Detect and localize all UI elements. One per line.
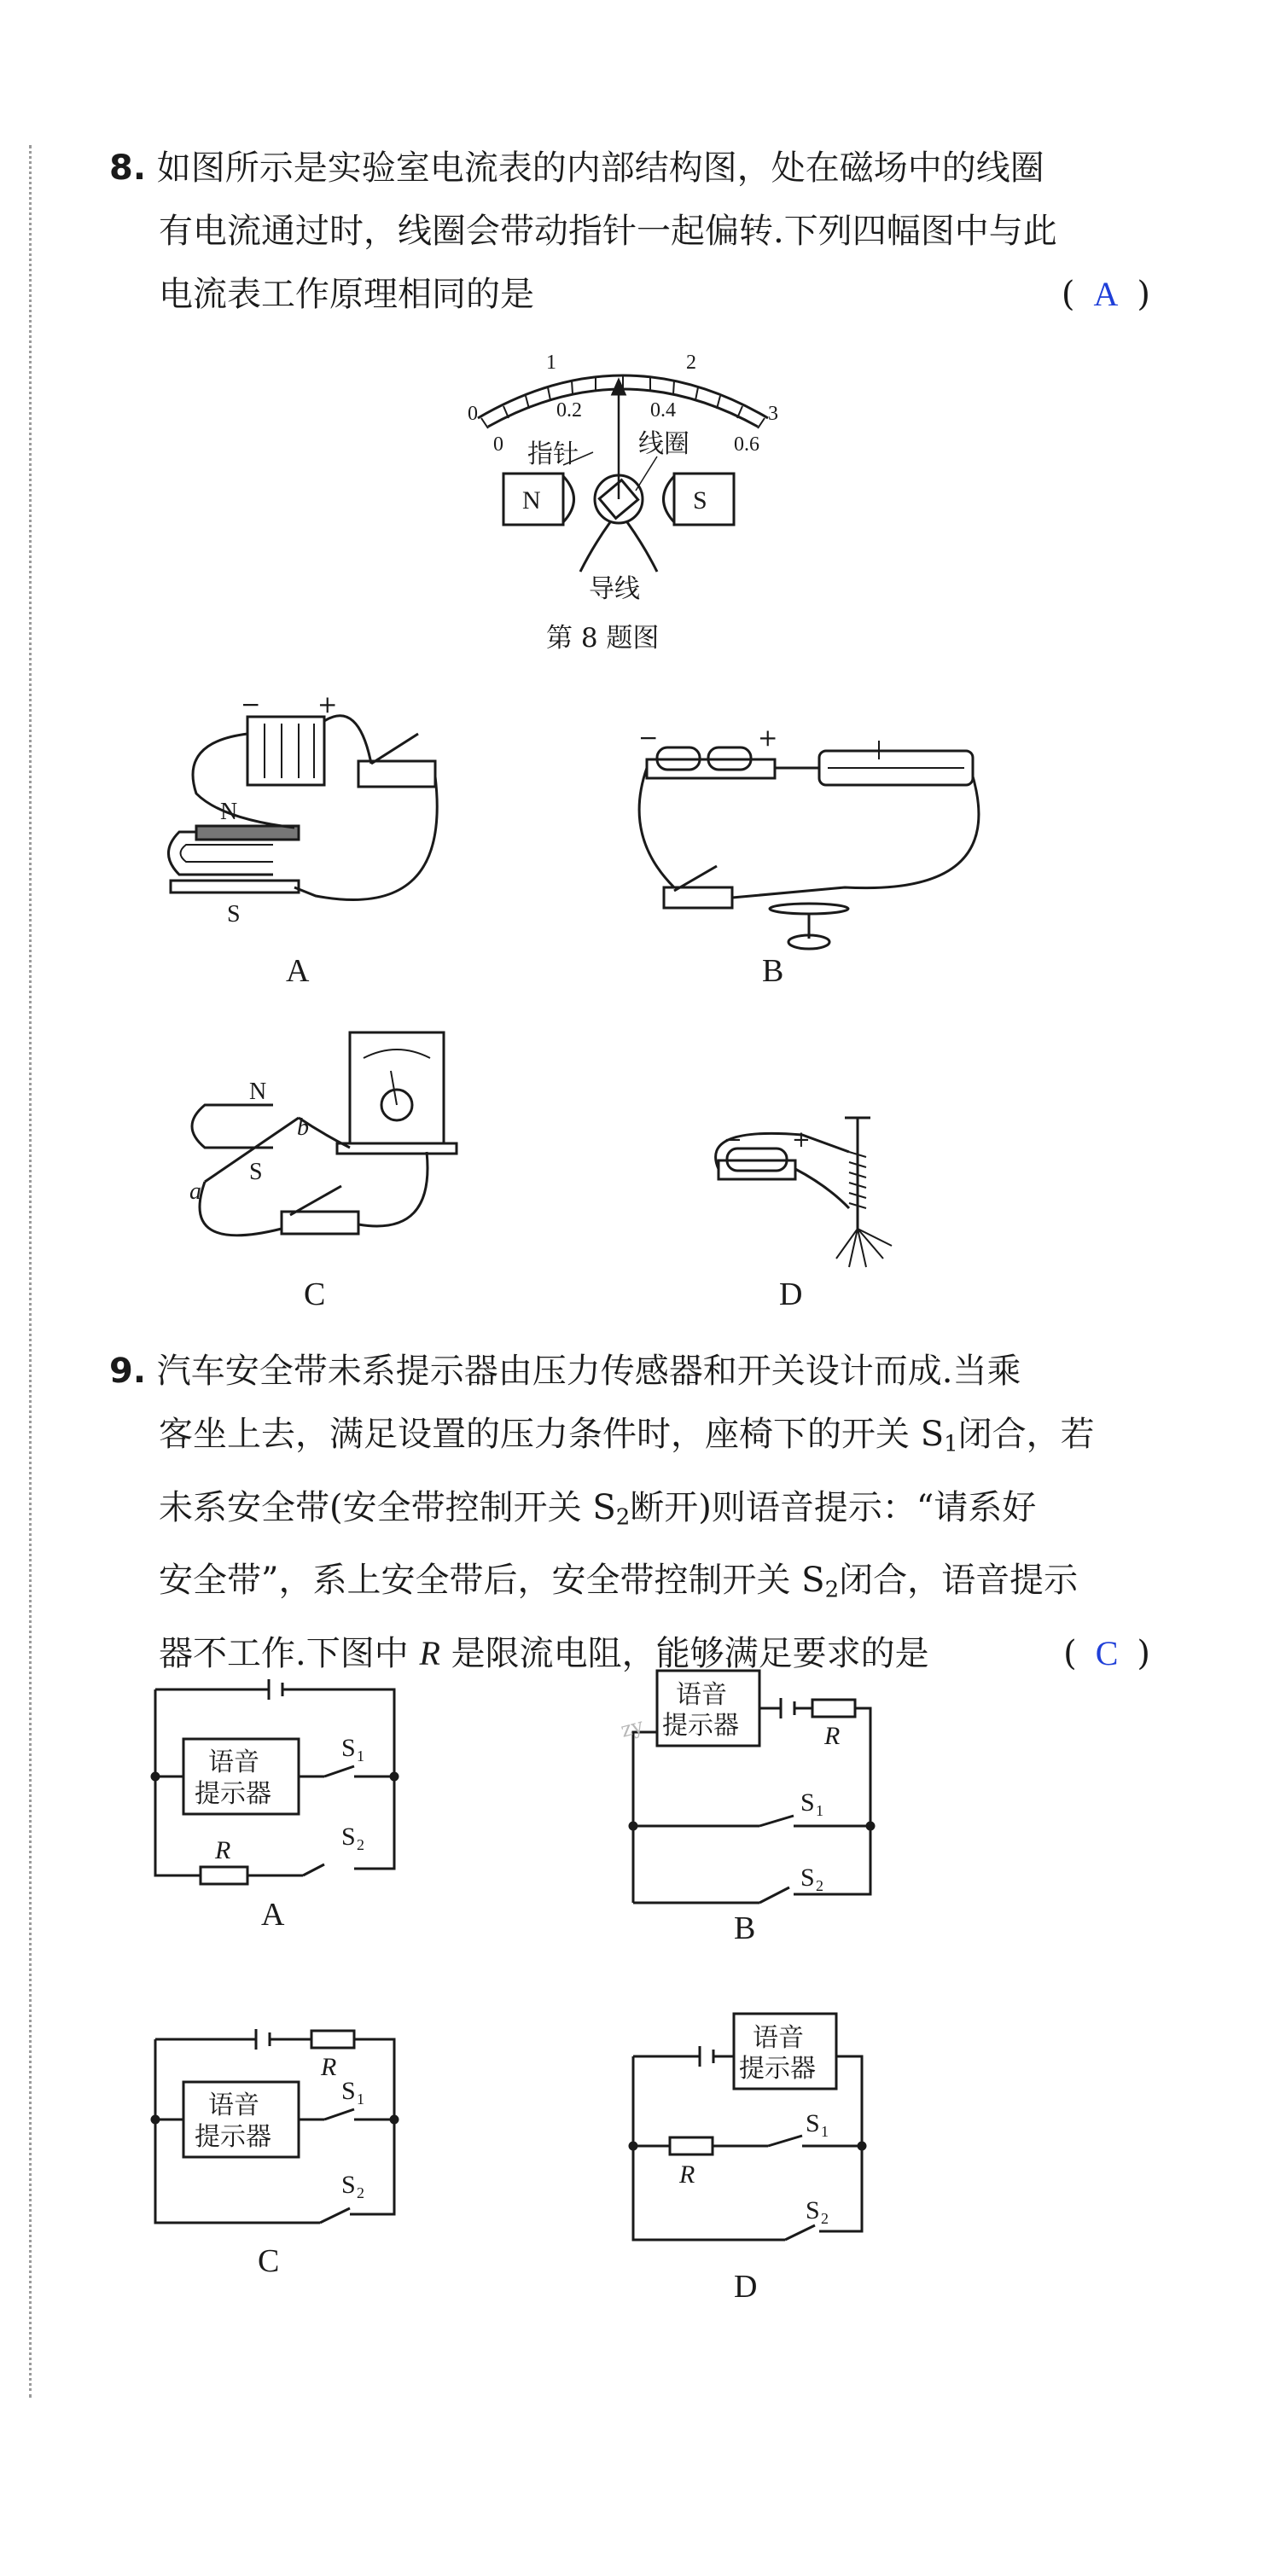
wire-left (580, 522, 610, 572)
scale-bottom-0-2: 0.2 (556, 399, 582, 422)
svg-text:2: 2 (821, 2210, 829, 2227)
label-pointer: 指针 (527, 439, 579, 469)
resistor (201, 1867, 247, 1884)
q9-circuit-b (618, 1664, 913, 1903)
wire-loop (200, 1118, 428, 1236)
resistor (311, 2031, 354, 2048)
question-8 (109, 137, 1150, 326)
q8-option-c-figure (171, 1024, 495, 1271)
svg-text:S: S (341, 1823, 356, 1851)
svg-text:2: 2 (357, 1836, 364, 1853)
q8-option-b-figure (623, 724, 1067, 956)
q8-option-a-label: A (286, 953, 310, 989)
q9-line-1 (109, 1340, 1150, 1403)
svg-text:R: R (215, 1836, 231, 1864)
svg-text:S: S (800, 1788, 815, 1817)
q9-circuit-c (145, 2014, 418, 2227)
svg-text:S: S (341, 1734, 356, 1762)
q8-answer: A (1093, 275, 1119, 313)
svg-text:R: R (824, 1722, 841, 1750)
resistor (812, 1700, 855, 1717)
conductor-rod (196, 826, 299, 840)
q8-number: 8. (109, 148, 147, 188)
svg-text:S: S (806, 2109, 820, 2137)
q8-text-line-2: 有电流通过时，线圈会带动指针一起偏转.下列四幅图中与此 (159, 212, 1057, 251)
q9-text-line-1: 汽车安全带未系提示器由压力传感器和开关设计而成.当乘 (156, 1352, 1021, 1391)
svg-text:R: R (321, 2053, 337, 2081)
svg-text:S: S (341, 2171, 356, 2199)
switch-base (358, 761, 435, 787)
scale-top-0: 0 (468, 403, 478, 425)
pole-s-label: S (249, 1159, 263, 1185)
label-wire: 导线 (589, 574, 640, 604)
q8-option-c-label: C (304, 1276, 326, 1312)
svg-text:提示器: 提示器 (195, 1779, 271, 1809)
scale-top-3: 3 (768, 403, 778, 425)
q8-option-d-label: D (779, 1276, 803, 1312)
watermark: zy (618, 1712, 646, 1742)
svg-text:1: 1 (357, 1747, 364, 1765)
switch-base (282, 1212, 358, 1234)
q9-circuit-d (623, 2005, 913, 2244)
nails-icon (836, 1229, 892, 1267)
electromagnet-icon (845, 1118, 870, 1229)
compass-needle-icon (770, 904, 848, 914)
q8-option-d-figure (700, 1109, 922, 1280)
q9-option-c-label: C (258, 2243, 280, 2279)
q8-answer-bracket: ( A ) (1061, 275, 1150, 314)
pole-s-label: S (693, 486, 707, 515)
pole-shoe-left (563, 476, 574, 522)
pole-s-label: S (227, 901, 241, 927)
pole-shoe-right (664, 476, 675, 522)
q9-answer-bracket: ( C ) (1063, 1633, 1150, 1673)
scale-bottom-0-6: 0.6 (734, 433, 759, 456)
q8-line-1 (109, 137, 1150, 200)
q8-ammeter-figure (444, 324, 802, 606)
resistor (670, 2137, 713, 2154)
wire-a-label: a (189, 1178, 201, 1205)
svg-text:提示器: 提示器 (662, 1711, 739, 1741)
q9-resistor-symbol: R (419, 1633, 440, 1672)
scale-top-1: 1 (546, 352, 556, 374)
q9-line-2: 客坐上去，满足设置的压力条件时，座椅下的开关 $S_1$闭合，若 (159, 1415, 1095, 1457)
question-9 (109, 1340, 1150, 1685)
q9-answer: C (1095, 1633, 1119, 1672)
q8-option-a-figure (145, 683, 503, 939)
scale-bottom-0-4: 0.4 (650, 399, 676, 422)
battery-minus: − (241, 690, 261, 718)
q8-text-line-3: 电流表工作原理相同的是 (159, 275, 534, 314)
svg-text:语音: 语音 (676, 1680, 727, 1710)
q8-option-b-label: B (762, 953, 784, 989)
battery-plus: + (792, 1127, 811, 1153)
svg-text:2: 2 (816, 1877, 823, 1894)
q8-line-2 (109, 200, 1150, 263)
switch-knife-icon (371, 734, 418, 764)
wire-loop (639, 768, 979, 898)
q9-line-5: 器不工作.下图中 R 是限流电阻，能够满足要求的是 ( C ) (109, 1622, 1150, 1685)
q9-circuit-a (145, 1664, 418, 1886)
q9-option-a-label: A (261, 1897, 285, 1933)
wire-right (627, 522, 657, 572)
svg-text:2: 2 (357, 2184, 364, 2201)
svg-text:提示器: 提示器 (195, 2122, 271, 2152)
pole-n-label: N (220, 799, 238, 825)
svg-text:语音: 语音 (753, 2023, 804, 2053)
base-rail (171, 881, 299, 893)
scale-bottom-0: 0 (493, 433, 503, 456)
scale-ticks (481, 375, 765, 428)
horseshoe-magnet-icon (192, 1105, 273, 1148)
wire-b-label: b (297, 1114, 309, 1141)
svg-text:S: S (341, 2077, 356, 2105)
battery-icon (247, 717, 324, 785)
q9-line-4: 安全带”，系上安全带后，安全带控制开关 $S_2$闭合，语音提示 (159, 1561, 1079, 1603)
q9-option-b-label: B (734, 1910, 756, 1946)
svg-text:1: 1 (816, 1802, 823, 1819)
svg-text:S: S (800, 1864, 815, 1892)
label-coil: 线圈 (638, 429, 689, 459)
svg-text:语音: 语音 (208, 2090, 259, 2120)
scale-top-2: 2 (686, 352, 696, 374)
q9-number: 9. (109, 1352, 147, 1391)
svg-text:S: S (806, 2196, 820, 2224)
battery-plus: + (758, 724, 778, 752)
binding-margin-line (29, 145, 32, 2398)
svg-text:1: 1 (357, 2090, 364, 2108)
svg-text:R: R (679, 2160, 695, 2189)
q9-line-3: 未系安全带(安全带控制开关 $S_2$断开)则语音提示：“请系好 (159, 1487, 1037, 1530)
pole-n-label: N (522, 486, 541, 515)
q8-text-line-1: 如图所示是实验室电流表的内部结构图，处在磁场中的线圈 (156, 148, 1044, 188)
q8-line-3 (109, 263, 1150, 326)
svg-text:1: 1 (821, 2123, 829, 2140)
battery-plus: + (317, 690, 338, 718)
svg-text:语音: 语音 (208, 1747, 259, 1777)
q9-option-d-label: D (734, 2269, 758, 2305)
battery-minus: − (638, 724, 659, 752)
battery-minus: − (724, 1127, 742, 1153)
svg-text:提示器: 提示器 (739, 2054, 816, 2084)
coil-leader-line (636, 456, 657, 491)
q8-figure-caption: 第 8 题图 (546, 623, 660, 654)
pole-n-label: N (249, 1079, 267, 1105)
